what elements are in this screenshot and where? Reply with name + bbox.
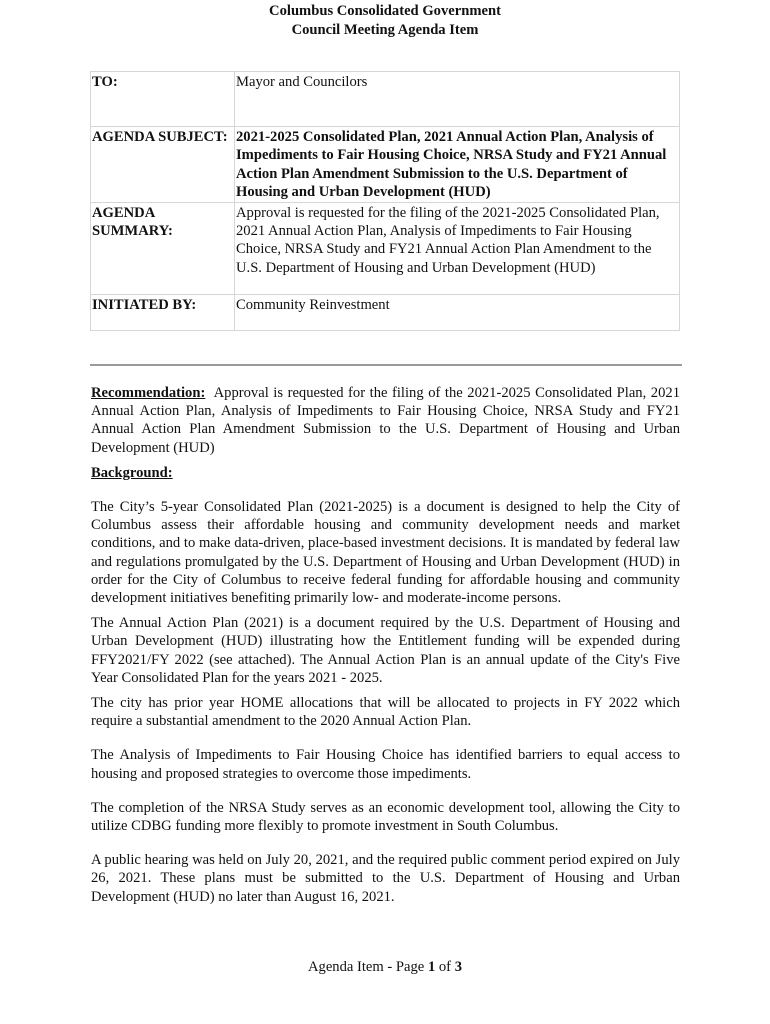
background-heading: Background: (91, 464, 173, 481)
table-row-initiated (91, 294, 680, 330)
table-row-subject (91, 127, 680, 203)
table-row-to (91, 72, 680, 127)
horizontal-divider (90, 364, 682, 366)
footer-page-total: 3 (454, 959, 462, 975)
table-row-summary (91, 202, 680, 294)
initiated-label: INITIATED BY: (91, 294, 235, 330)
page-footer (0, 958, 770, 976)
background-paragraph-5: The completion of the NRSA Study serves as an economic development tool, allowing the City to utilize CDBG funding more flexibly to promote investment in South Columbus. (91, 799, 680, 835)
footer-of: of (435, 959, 455, 975)
background-paragraph-4: The Analysis of Impediments to Fair Housing Choice has identified barriers to equal access to housing and proposed strategies to overcome those impediments. (91, 747, 680, 782)
background-paragraph-3: The city has prior year HOME allocations that will be allocated to projects in FY 2022 which require a substantial amendment to the 2020 Annual Action Plan. (91, 695, 680, 730)
background-paragraph-2: The Annual Action Plan (2021) is a document required by the U.S. Department of Housing and Urban Development (HUD) illustrating how the Entitlement funding will be expended during FFY2021/FY 2022 (see attached). The Annual Action Plan is an annual update of the City's Five Year Consolidated Plan for the years 2021 - 2025. (91, 615, 680, 686)
to-value: Mayor and Councilors (235, 72, 680, 127)
initiated-value: Community Reinvestment (235, 294, 680, 330)
recommendation-heading: Recommendation: (91, 385, 206, 401)
to-label: TO: (91, 72, 235, 127)
header-title: Columbus Consolidated Government (269, 3, 501, 19)
background-paragraph-6: A public hearing was held on July 20, 2021, and the required public comment period expired on July 26, 2021. These plans must be submitted to the U.S. Department of Housing and Urban Development (HUD) no later than August 16, 2021. (91, 852, 680, 905)
document-body (91, 384, 680, 913)
agenda-table (90, 71, 680, 331)
summary-label: AGENDA SUMMARY: (91, 202, 235, 294)
recommendation-paragraph (91, 384, 680, 457)
header-subtitle: Council Meeting Agenda Item (291, 22, 479, 38)
subject-value: 2021-2025 Consolidated Plan, 2021 Annual Action Plan, Analysis of Impediments to Fair Housing Choice, NRSA Study and FY21 Annual Action Plan Amendment Submission to the U.S. Department of Housing and Urban Development (HUD) (235, 127, 680, 203)
background-heading-line (91, 464, 680, 482)
background-paragraph-1: The City’s 5-year Consolidated Plan (2021-2025) is a document is designed to help the City of Columbus assess their affordable housing and community development needs and market conditions, and to make data-driven, place-based investment decisions. It is mandated by federal law and regulations promulgated by the U.S. Department of Housing and Urban Development (HUD) in order for the City of Columbus to receive federal funding for affordable housing and community development initiatives benefiting primarily low- and moderate-income persons. (91, 499, 680, 607)
document-header (0, 2, 770, 40)
footer-page-number: 1 (427, 959, 436, 975)
footer-prefix: Agenda Item - Page (307, 959, 428, 975)
subject-label: AGENDA SUBJECT: (91, 127, 235, 203)
summary-value: Approval is requested for the filing of the 2021-2025 Consolidated Plan, 2021 Annual Action Plan, Analysis of Impediments to Fair Housing Choice, NRSA Study and FY21 Annual Action Plan Amendment to the U.S. Department of Housing and Urban Development (HUD) (235, 202, 680, 294)
recommendation-text: Approval is requested for the filing of the 2021-2025 Consolidated Plan, 2021 Annual Action Plan, Analysis of Impediments to Fair Housing Choice, NRSA Study and FY21 Annual Action Plan Amendment Submission to the U.S. Department of Housing and Urban Development (HUD) (91, 385, 680, 456)
